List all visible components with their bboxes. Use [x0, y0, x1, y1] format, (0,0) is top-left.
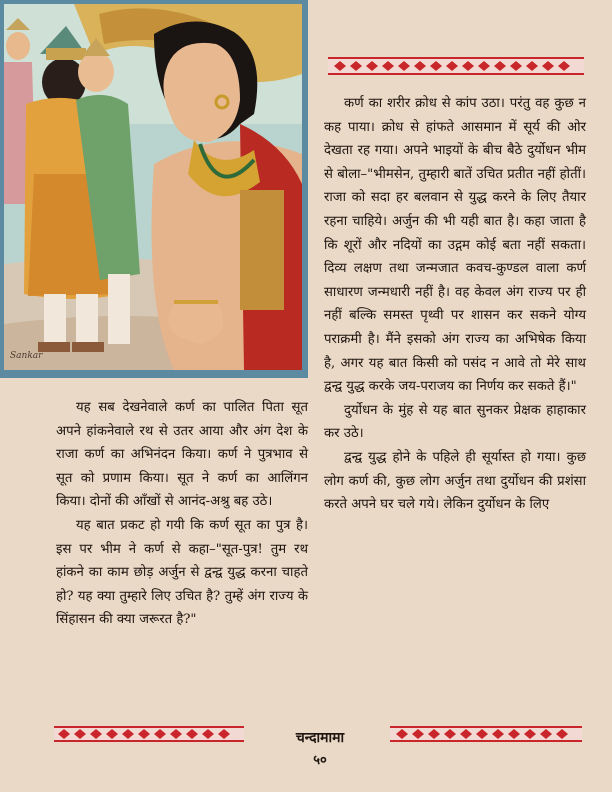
paragraph: यह सब देखनेवाले कर्ण का पालित पिता सूत अपने हांकनेवाले रथ से उतर आया और अंग देश के राजा कर्ण का अभिनंदन किया। कर्ण ने पुत्रभाव से सूत को प्रणाम किया। सूत ने कर्ण का आलिंगन किया। दोनों की आँखों से आनंद-अश्रु बह उठे।	[56, 400, 308, 510]
paragraph: कर्ण का शरीर क्रोध से कांप उठा। परंतु वह कुछ न कह पाया। क्रोध से हांफते आसमान में सूर्य की ओर देखता रह गया। अपने भाइयों के बीच बैठे दुर्योधन भीम से बोला–"भीमसेन, तुम्हारी बातें उचित प्रतीत नहीं होतीं। राजा को सदा हर बलवान से युद्ध करने के लिए तैयार रहना चाहिये। अर्जुन की भी यही बात है। कहा जाता है कि शूरों और नदियों का उद्गम कोई बता नहीं सकता। दिव्य लक्षण तथा जन्मजात कवच-कुण्डल वाला कर्ण साधारण जन्मधारी नहीं है। वह केवल अंग राज्य पर ही नहीं बल्कि समस्त पृथ्वी पर शासन कर सकने योग्य पराक्रमी है। मैंने इसको अंग राज्य का अभिषेक किया है, अगर यह बात किसी को पसंद न आवे तो मेरे साथ द्वन्द्व युद्ध करके जय-पराजय का निर्णय कर सकते हैं।"	[324, 96, 586, 395]
left-text-column	[56, 396, 308, 632]
paragraph: द्वन्द्व युद्ध होने के पहिले ही सूर्यास्त हो गया। कुछ लोग कर्ण की, कुछ लोग अर्जुन तथा दुर्योधन की प्रशंसा करते अपने घर चले गये। लेकिन दुर्योधन के लिए	[324, 449, 586, 513]
story-illustration	[0, 0, 308, 378]
right-text-column	[324, 92, 586, 517]
page-number: ५०	[313, 753, 327, 768]
paragraph: यह बात प्रकट हो गयी कि कर्ण सूत का पुत्र है। इस पर भीम ने कर्ण से कहा–"सूत-पुत्र! तुम रथ हांकने का काम छोड़ अर्जुन से द्वन्द्व युद्ध करना चाहते हो? यह क्या तुम्हारे लिए उचित है? तुम्हें अंग राज्य के सिंहासन की क्या जरूरत है?"	[56, 517, 308, 628]
artist-signature: Sankar	[10, 351, 43, 361]
magazine-title: चन्दामामा	[295, 730, 345, 746]
decorative-border-top	[328, 56, 584, 76]
illustration-scene	[4, 4, 302, 370]
decorative-border-bottom-left	[54, 725, 244, 743]
paragraph: दुर्योधन के मुंह से यह बात सुनकर प्रेक्षक हाहाकार कर उठे।	[324, 402, 586, 442]
decorative-border-bottom-right	[390, 725, 582, 743]
